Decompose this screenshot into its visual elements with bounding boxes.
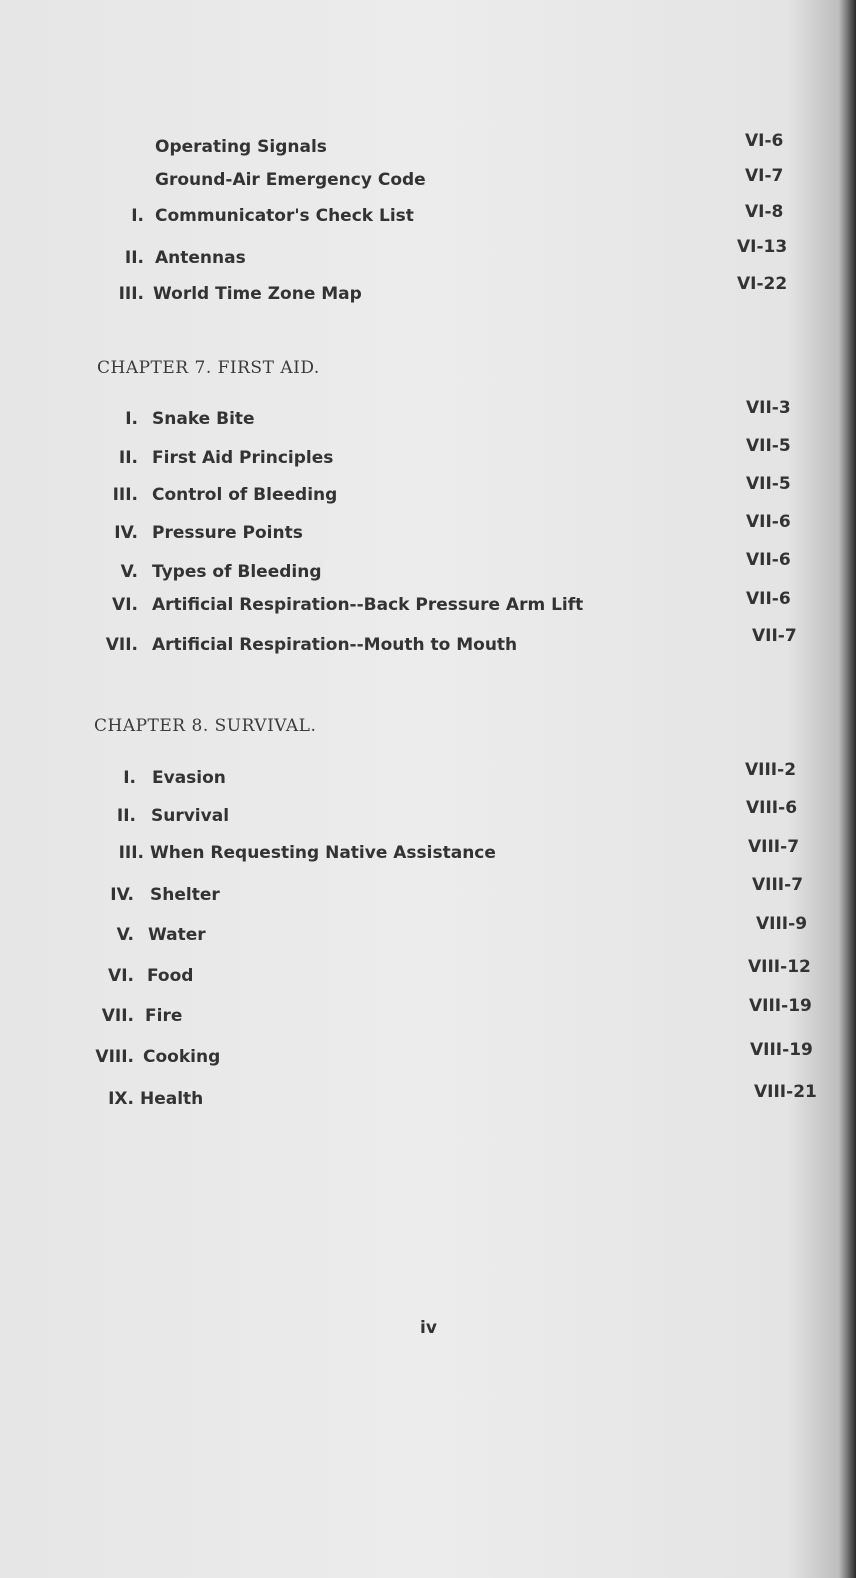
entry-title: Pressure Points xyxy=(152,523,303,543)
entry-title: World Time Zone Map xyxy=(153,284,362,304)
entry-title: Survival xyxy=(151,806,230,826)
chapter-heading: CHAPTER 8. SURVIVAL. xyxy=(94,716,317,736)
entry-number: VI. xyxy=(112,595,138,615)
entry-title: Snake Bite xyxy=(152,409,255,429)
entry-title: Food xyxy=(147,966,194,986)
entry-page: VIII-21 xyxy=(754,1082,817,1102)
entry-page: VII-5 xyxy=(746,474,791,494)
entry-title: Ground-Air Emergency Code xyxy=(155,170,426,190)
entry-page: VIII-19 xyxy=(750,1040,813,1060)
entry-page: VIII-7 xyxy=(748,837,800,857)
entry-page: VI-7 xyxy=(745,166,784,186)
entry-title: Antennas xyxy=(155,248,246,268)
entry-title: Types of Bleeding xyxy=(152,562,322,582)
entry-title: Health xyxy=(140,1089,204,1109)
entry-title: Cooking xyxy=(143,1047,221,1067)
entry-title: Evasion xyxy=(152,768,226,788)
entry-title: Communicator's Check List xyxy=(155,206,414,226)
entry-page: VIII-7 xyxy=(752,875,804,895)
entry-title: Fire xyxy=(145,1006,183,1026)
entry-page: VIII-19 xyxy=(749,996,812,1016)
entry-number: IV. xyxy=(110,885,134,905)
chapter-heading: CHAPTER 7. FIRST AID. xyxy=(97,358,320,378)
entry-number: VII. xyxy=(105,635,138,655)
entry-number: V. xyxy=(120,562,138,582)
entry-number: II. xyxy=(124,248,144,268)
entry-title: When Requesting Native Assistance xyxy=(150,843,496,863)
entry-number: II. xyxy=(118,448,138,468)
entry-page: VII-5 xyxy=(746,436,791,456)
entry-page: VII-6 xyxy=(746,512,791,532)
entry-page: VI-13 xyxy=(737,237,788,257)
entry-page: VIII-9 xyxy=(756,914,808,934)
entry-title: First Aid Principles xyxy=(152,448,334,468)
entry-number: IX. xyxy=(108,1089,134,1109)
entry-page: VII-3 xyxy=(746,398,791,418)
entry-page: VI-6 xyxy=(745,131,784,151)
entry-page: VII-6 xyxy=(746,550,791,570)
page-number: iv xyxy=(420,1318,437,1338)
entry-page: VIII-2 xyxy=(745,760,797,780)
entry-number: III. xyxy=(112,485,138,505)
entry-number: III. xyxy=(118,843,144,863)
entry-page: VI-22 xyxy=(737,274,788,294)
entry-number: VIII. xyxy=(95,1047,134,1067)
entry-page: VII-7 xyxy=(752,626,797,646)
entry-page: VIII-12 xyxy=(748,957,811,977)
entry-page: VII-6 xyxy=(746,589,791,609)
entry-page: VI-8 xyxy=(745,202,784,222)
entry-number: VII. xyxy=(101,1006,134,1026)
entry-number: I. xyxy=(131,206,144,226)
entry-number: V. xyxy=(116,925,134,945)
entry-number: I. xyxy=(123,768,136,788)
entry-title: Artificial Respiration--Back Pressure Arm Lift xyxy=(152,595,584,615)
entry-title: Control of Bleeding xyxy=(152,485,338,505)
entry-title: Operating Signals xyxy=(155,137,327,157)
entry-number: IV. xyxy=(114,523,138,543)
entry-number: I. xyxy=(125,409,138,429)
entry-number: VI. xyxy=(108,966,134,986)
entry-number: III. xyxy=(118,284,144,304)
entry-number: II. xyxy=(116,806,136,826)
entry-title: Shelter xyxy=(150,885,220,905)
entry-title: Water xyxy=(148,925,206,945)
entry-page: VIII-6 xyxy=(746,798,798,818)
entry-title: Artificial Respiration--Mouth to Mouth xyxy=(152,635,518,655)
